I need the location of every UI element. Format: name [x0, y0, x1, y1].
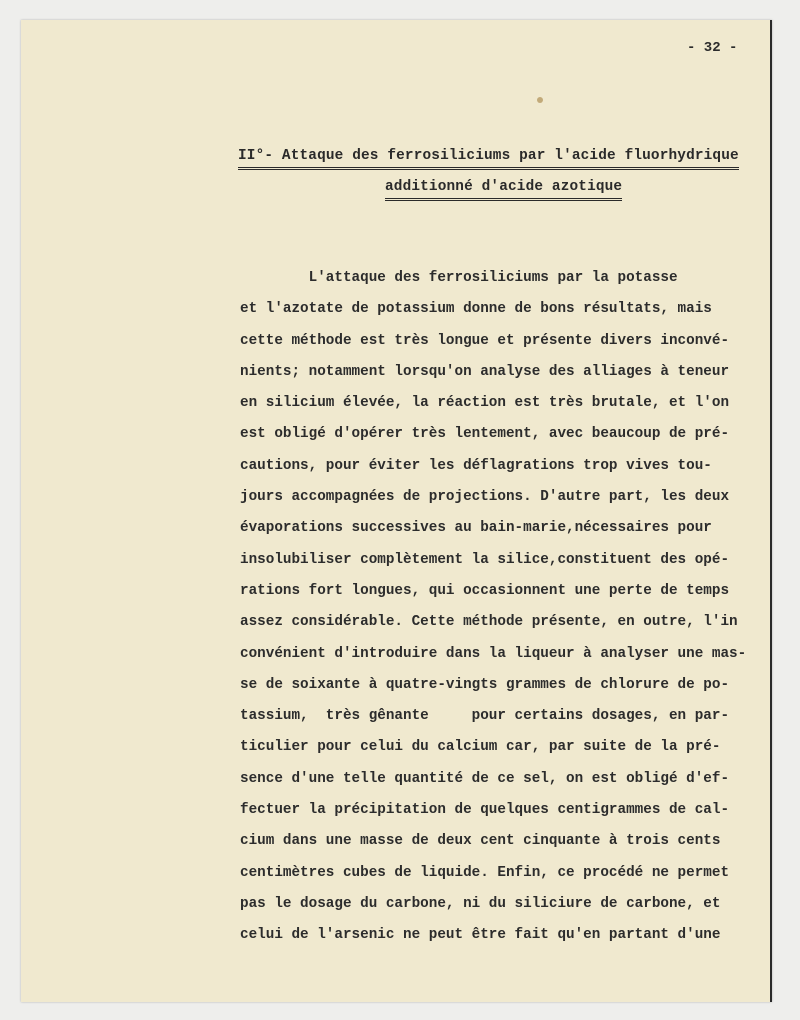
text-line: rations fort longues, qui occasionnent une perte de temps: [240, 582, 730, 599]
text-line: est obligé d'opérer très lentement, avec beaucoup de pré-: [240, 426, 730, 443]
text-line: nients; notamment lorsqu'on analyse des alliages à teneur: [240, 363, 730, 380]
text-line: cautions, pour éviter les déflagrations trop vives tou-: [240, 457, 712, 474]
typed-page: [21, 20, 772, 1002]
text-line: ticulier pour celui du calcium car, par suite de la pré-: [240, 739, 721, 756]
text-line: jours accompagnées de projections. D'autre part, les deux: [240, 489, 730, 506]
section-heading-line-2: additionné d'acide azotique: [385, 179, 622, 201]
text-line: et l'azotate de potassium donne de bons résultats, mais: [240, 301, 712, 318]
text-line: centimètres cubes de liquide. Enfin, ce procédé ne permet: [240, 864, 730, 881]
text-line: insolubiliser complètement la silice,constituent des opé-: [240, 551, 730, 568]
text-line: fectuer la précipitation de quelques centigrammes de cal-: [240, 802, 730, 819]
text-line: en silicium élevée, la réaction est très brutale, et l'on: [240, 395, 730, 412]
text-line: cium dans une masse de deux cent cinquante à trois cents: [240, 833, 721, 850]
text-line: se de soixante à quatre-vingts grammes de chlorure de po-: [240, 676, 730, 693]
text-line: assez considérable. Cette méthode présente, en outre, l'in: [240, 614, 738, 631]
text-line: tassium, très gênante pour certains dosages, en par-: [240, 708, 730, 725]
section-heading-line-1: II°- Attaque des ferrosiliciums par l'acide fluorhydrique: [238, 148, 739, 170]
text-line: cette méthode est très longue et présente divers inconvé-: [240, 332, 730, 349]
text-line: L'attaque des ferrosiliciums par la potasse: [240, 270, 678, 286]
text-line: pas le dosage du carbone, ni du siliciure de carbone, et: [240, 895, 721, 912]
page-number: - 32 -: [687, 40, 738, 56]
text-line: convénient d'introduire dans la liqueur à analyser une mas-: [240, 645, 747, 662]
body-paragraph: [240, 263, 772, 952]
paper-stain: [537, 97, 543, 103]
text-line: sence d'une telle quantité de ce sel, on est obligé d'ef-: [240, 770, 730, 787]
text-line: évaporations successives au bain-marie,nécessaires pour: [240, 520, 712, 537]
text-line: celui de l'arsenic ne peut être fait qu'en partant d'une: [240, 927, 721, 944]
